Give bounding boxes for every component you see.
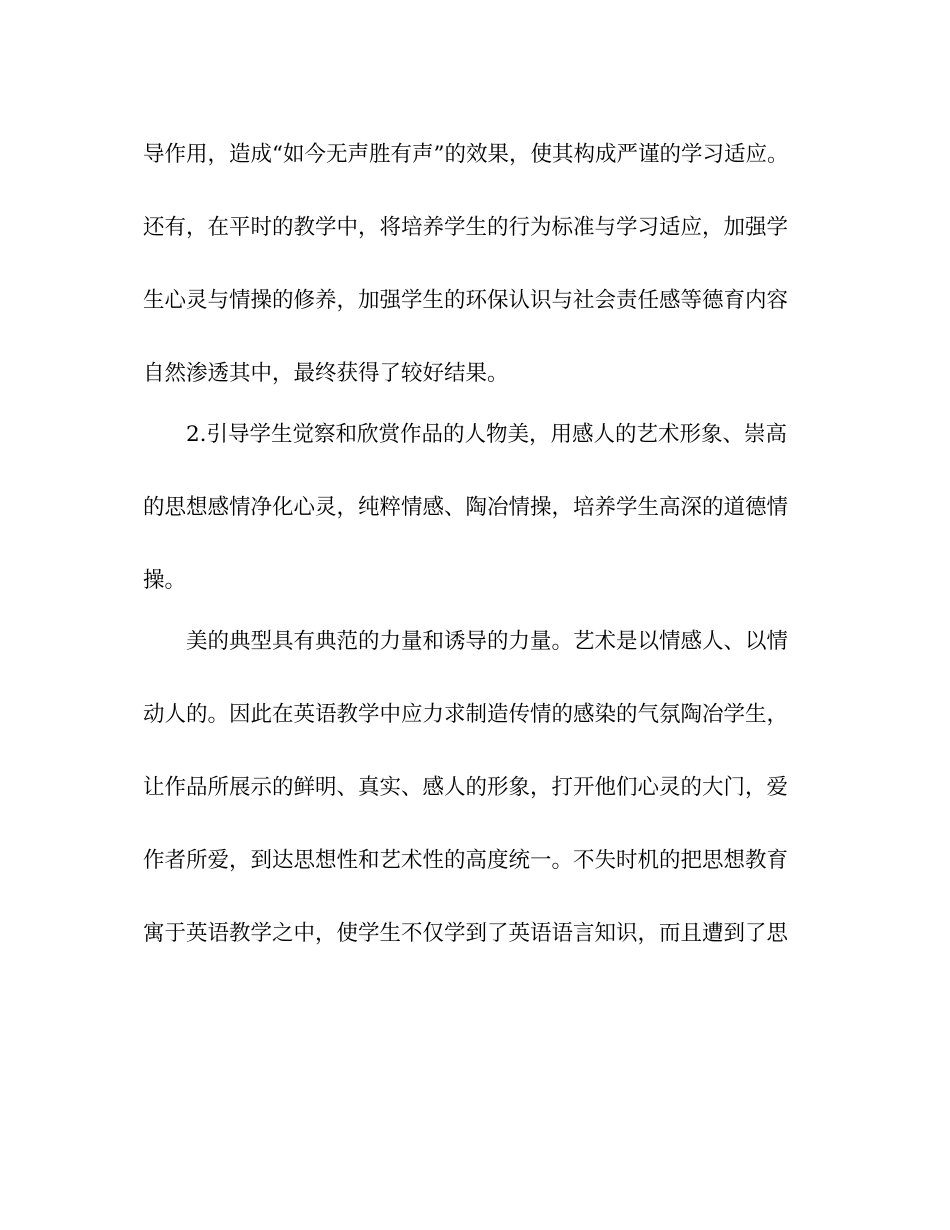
text-line: 生心灵与情操的修养，加强学生的环保认识与社会责任感等德育内容 xyxy=(143,288,789,313)
paragraph-heading: 2.引导学生觉察和欣赏作品的人物美，用感人的艺术形象、崇高 xyxy=(186,422,788,447)
text-line: 的思想感情净化心灵，纯粹情感、陶冶情操，培养学生高深的道德情 xyxy=(143,495,789,520)
text-line: 还有，在平时的教学中，将培养学生的行为标准与学习适应，加强学 xyxy=(143,215,789,240)
text-line: 操。 xyxy=(143,568,187,593)
text-line: 寓于英语教学之中，使学生不仅学到了英语语言知识，而且遭到了思 xyxy=(143,921,789,946)
text-line: 动人的。因此在英语教学中应力求制造传情的感染的气氛陶冶学生， xyxy=(143,702,789,727)
paragraph-start: 美的典型具有典范的力量和诱导的力量。艺术是以情感人、以情 xyxy=(186,629,789,654)
text-line: 作者所爱，到达思想性和艺术性的高度统一。不失时机的把思想教育 xyxy=(143,848,789,873)
text-line: 自然渗透其中，最终获得了较好结果。 xyxy=(143,361,509,386)
text-line: 让作品所展示的鲜明、真实、感人的形象，打开他们心灵的大门，爱 xyxy=(143,775,789,800)
text-line: 导作用，造成“如今无声胜有声”的效果，使其构成严谨的学习适应。 xyxy=(143,142,789,167)
